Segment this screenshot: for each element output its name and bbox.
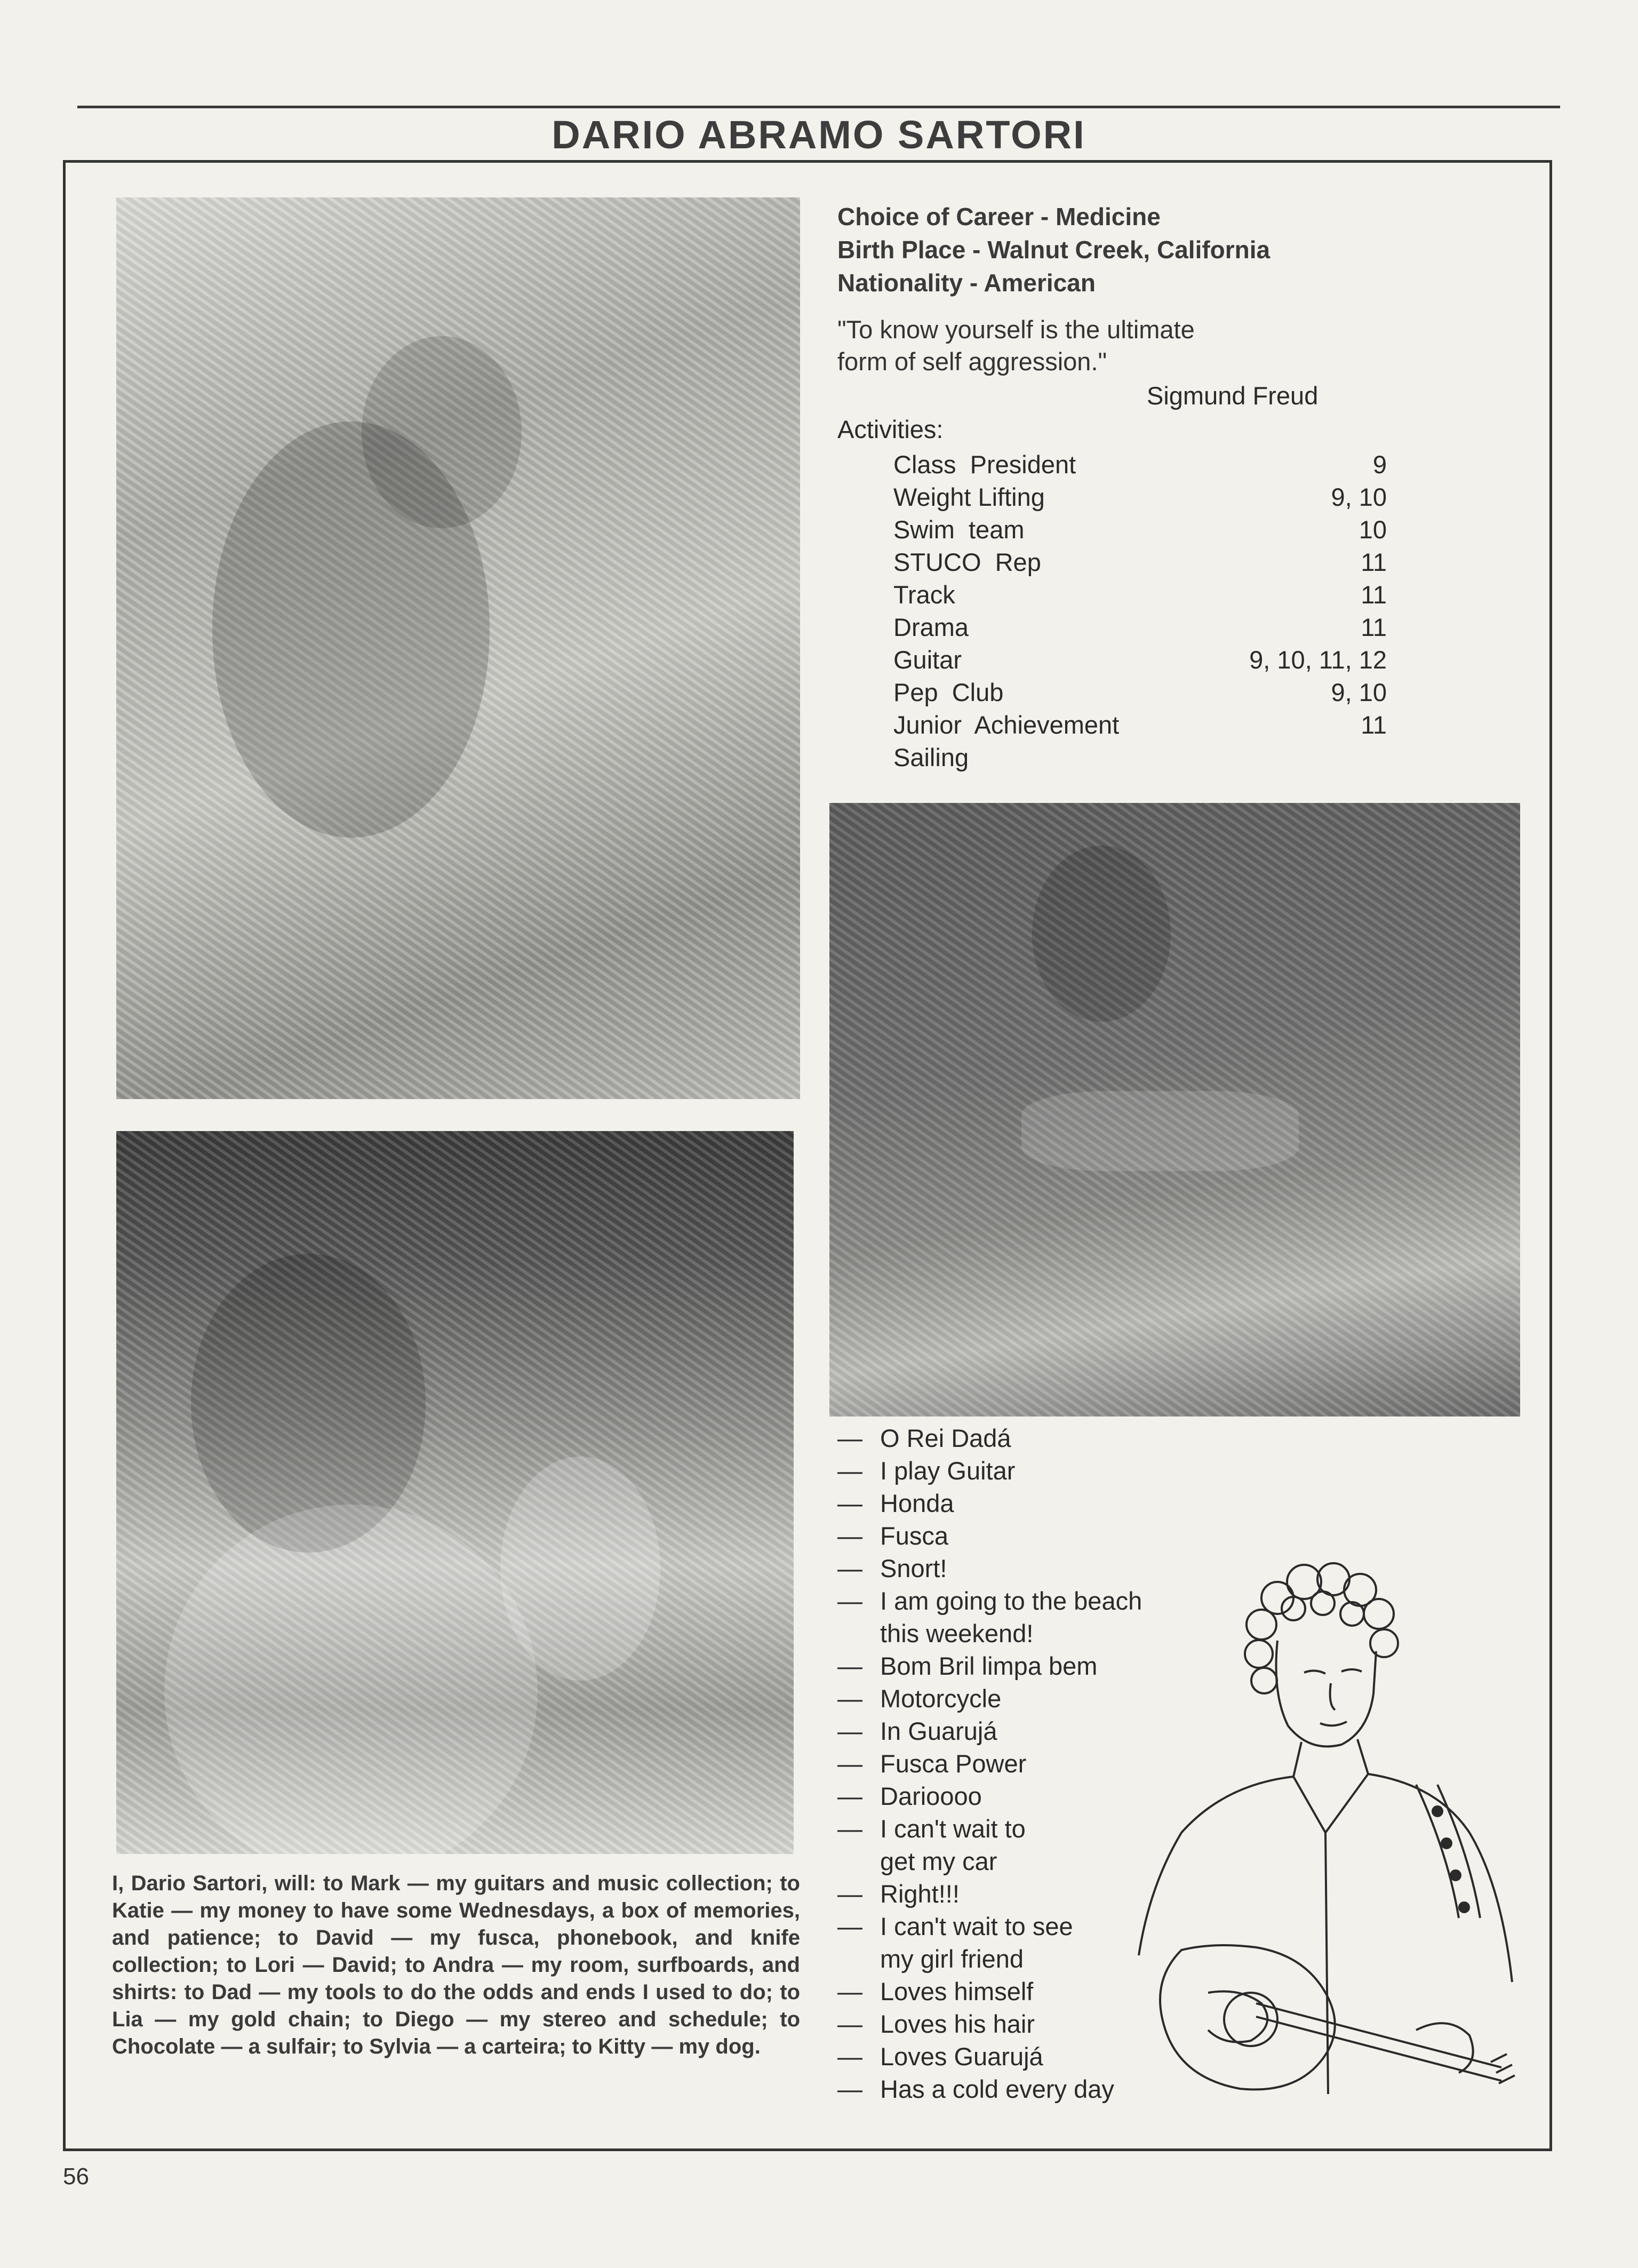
quip-text: Snort! (880, 1554, 947, 1582)
activity-row (893, 578, 1387, 611)
quip-dash: — (837, 1977, 862, 2006)
quip-text: Loves Guarujá (880, 2042, 1043, 2071)
activity-row (893, 741, 1387, 774)
quip-dash: — (837, 1880, 862, 1908)
page-number: 56 (63, 2163, 89, 2190)
quip-dash: — (837, 2042, 862, 2071)
guitar-hand (1208, 1992, 1473, 2073)
quip-text: Loves his hair (880, 2010, 1035, 2038)
activity-years: 11 (1361, 711, 1387, 739)
face-features (1304, 1669, 1362, 1725)
activity-row (893, 611, 1387, 643)
profile-info (837, 200, 1270, 299)
activity-years: 11 (1361, 580, 1387, 609)
activity-name: Junior Achievement (893, 711, 1120, 739)
activity-years: 11 (1361, 613, 1387, 641)
quip-dash: — (837, 1684, 862, 1713)
neck (1293, 1739, 1368, 1777)
quip-text: O Rei Dadá (880, 1424, 1011, 1452)
quip-dash: — (837, 1912, 862, 1940)
quip-text: I can't wait to see (880, 1912, 1073, 1940)
activity-years: 9, 10 (1331, 483, 1387, 511)
photo-table (829, 803, 1520, 1416)
quip-text: Right!!! (880, 1880, 960, 1908)
quip-dash: — (837, 1522, 862, 1550)
quip-dash: — (837, 1457, 862, 1485)
activity-row (893, 676, 1387, 709)
quip-item (837, 1422, 1221, 1454)
quip-continuation: get my car (880, 1847, 997, 1875)
activity-row (893, 643, 1387, 676)
activity-name: Guitar (893, 646, 962, 674)
quip-continuation: my girl friend (880, 1945, 1024, 1973)
quip-dash: — (837, 1652, 862, 1680)
photo-hammock (116, 197, 800, 1099)
quip-dash: — (837, 1489, 862, 1517)
quote-line-2: form of self aggression." (837, 347, 1107, 376)
quip-text: Fusca (880, 1522, 948, 1550)
quote-author: Sigmund Freud (1147, 381, 1319, 410)
quip-dash: — (837, 2075, 862, 2103)
quip-item (837, 1454, 1221, 1487)
activity-years: 11 (1361, 548, 1387, 576)
activity-row (893, 481, 1387, 513)
quip-dash: — (837, 1782, 862, 1810)
guitar-strap (1416, 1785, 1480, 1918)
activity-row (893, 513, 1387, 546)
quip-text: I can't wait to (880, 1815, 1026, 1843)
quip-dash: — (837, 1587, 862, 1615)
quip-text: I play Guitar (880, 1457, 1016, 1485)
career-line: Choice of Career - Medicine (837, 203, 1161, 230)
face-outline (1276, 1641, 1377, 1746)
activity-name: Sailing (893, 743, 969, 771)
quip-text: Fusca Power (880, 1749, 1027, 1778)
activity-name: STUCO Rep (893, 548, 1041, 576)
activity-years: 9 (1372, 450, 1387, 479)
quip-dash: — (837, 1815, 862, 1843)
quip-text: Motorcycle (880, 1684, 1002, 1713)
activity-name: Swim team (893, 515, 1025, 544)
activity-years: 9, 10, 11, 12 (1249, 646, 1387, 674)
guitar-player-sketch (1117, 1534, 1533, 2126)
activity-row (893, 448, 1387, 481)
quip-text: Honda (880, 1489, 954, 1517)
quip-dash: — (837, 1749, 862, 1778)
quip-text: Has a cold every day (880, 2075, 1114, 2103)
quip-dash: — (837, 2010, 862, 2038)
quip-text: Loves himself (880, 1977, 1034, 2006)
top-rule (77, 106, 1560, 108)
quip-dash: — (837, 1424, 862, 1452)
quip-item (837, 1487, 1221, 1519)
quip-dash: — (837, 1717, 862, 1745)
activity-row (893, 546, 1387, 578)
last-will-text: I, Dario Sartori, will: to Mark — my guitars and music collection; to Katie — my money to have some Wednesdays, a box of memories, and patience; to David — my fusca, phonebook, and knife collection; to Lori — David; to Andra — my room, surfboards, and shirts: to Dad — my tools to do the odds and ends I used to do; to Lia — my gold chain; to Diego — my stereo and schedule; to Chocolate — a sulfair; to Sylvia — a carteira; to Kitty — my dog. (112, 1872, 800, 2058)
activity-name: Track (893, 580, 955, 609)
activity-name: Pep Club (893, 678, 1004, 706)
photo-portrait (116, 1131, 794, 1854)
quip-dash: — (837, 1554, 862, 1582)
activity-row (893, 709, 1387, 741)
quote (837, 314, 1195, 378)
quip-text: In Guarujá (880, 1717, 997, 1745)
quote-line-1: "To know yourself is the ultimate (837, 315, 1195, 344)
activity-years: 10 (1359, 515, 1387, 544)
activities-heading: Activities: (837, 415, 944, 443)
quip-text: Bom Bril limpa bem (880, 1652, 1098, 1680)
birthplace-line: Birth Place - Walnut Creek, California (837, 236, 1271, 264)
activity-name: Drama (893, 613, 969, 641)
quip-text: Darioooo (880, 1782, 982, 1810)
quip-continuation: this weekend! (880, 1619, 1034, 1648)
nationality-line: Nationality - American (837, 269, 1096, 297)
strap-stars (1433, 1807, 1469, 1912)
activity-years: 9, 10 (1331, 678, 1387, 706)
shirt (1139, 1774, 1512, 2094)
page-title: DARIO ABRAMO SARTORI (552, 113, 1086, 157)
activities-list (893, 448, 1387, 774)
activity-name: Class President (893, 450, 1076, 479)
quip-text: I am going to the beach (880, 1587, 1142, 1615)
activity-name: Weight Lifting (893, 483, 1045, 511)
